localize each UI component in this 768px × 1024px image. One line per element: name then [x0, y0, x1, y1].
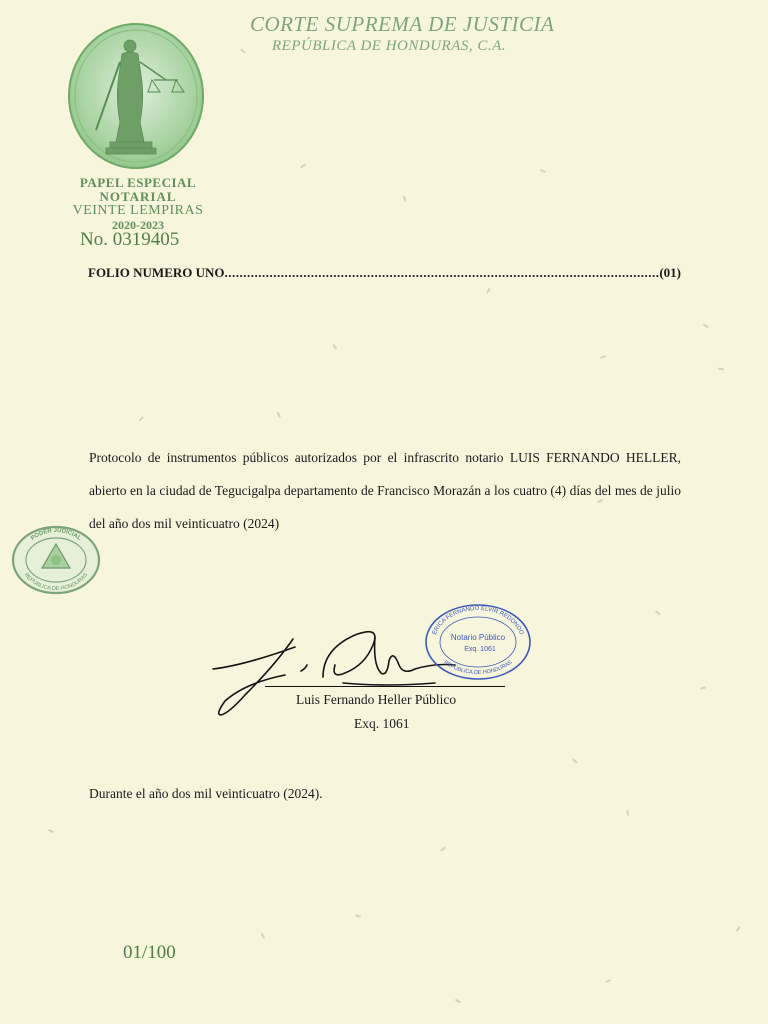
svg-text:ERICA FERNANDO ELVIR REDONDO: [432, 606, 524, 636]
judicial-seal-icon: [8, 524, 104, 596]
stamped-paper-info: [58, 176, 218, 232]
folio-label: FOLIO NUMERO UNO: [88, 265, 225, 280]
notary-stamp-icon: [422, 602, 534, 682]
svg-text:REPÚBLICA DE HONDURAS: [443, 659, 514, 676]
judicial-seal-top-text: PODER JUDICIAL: [30, 527, 82, 542]
folio-line: [88, 265, 681, 281]
paper-type-label: PAPEL ESPECIAL: [79, 175, 197, 190]
closing-statement: Durante el año dos mil veinticuatro (2024).: [89, 786, 323, 801]
notary-stamp-ring-bottom-text: REPÚBLICA DE HONDURAS: [442, 659, 514, 677]
judicial-seal-bottom-text: REPÚBLICA DE HONDURAS: [22, 572, 90, 593]
protocol-paragraph: Protocolo de instrumentos públicos autorizados por el infrascrito notario LUIS FERNANDO HELLER, abierto en la ciudad de Tegucigalpa departamento de Francisco Morazán a los cuatro (4) días del mes de julio del año dos mil veinticuatro (2024): [89, 450, 681, 531]
notary-stamp-exq: Exq. 1061: [464, 646, 496, 653]
paper-validity-label: 2020-2023: [112, 218, 164, 232]
paper-value-label: VEINTE LEMPIRAS: [72, 203, 204, 218]
page-counter: 01/100: [123, 942, 176, 963]
notary-name: Luis Fernando Heller Público: [296, 692, 457, 707]
notary-stamp-ring-text: ERICA FERNANDO ELVIR REDONDO: [431, 605, 525, 636]
court-name-heading: CORTE SUPREMA DE JUSTICIA: [250, 12, 555, 36]
country-subheading: REPÚBLICA DE HONDURAS, C.A.: [272, 38, 507, 54]
folio-leader-dots: [225, 265, 660, 281]
folio-number: (01): [659, 265, 681, 280]
paper-serial-number: No. 0319405: [80, 229, 180, 250]
notary-exequatur: Exq. 1061: [354, 716, 410, 731]
signature-line: [265, 686, 505, 687]
lady-justice-seal-icon: [66, 22, 206, 172]
paper-category-label: NOTARIAL: [99, 189, 177, 204]
notary-stamp-title: Notario Público: [450, 633, 506, 642]
